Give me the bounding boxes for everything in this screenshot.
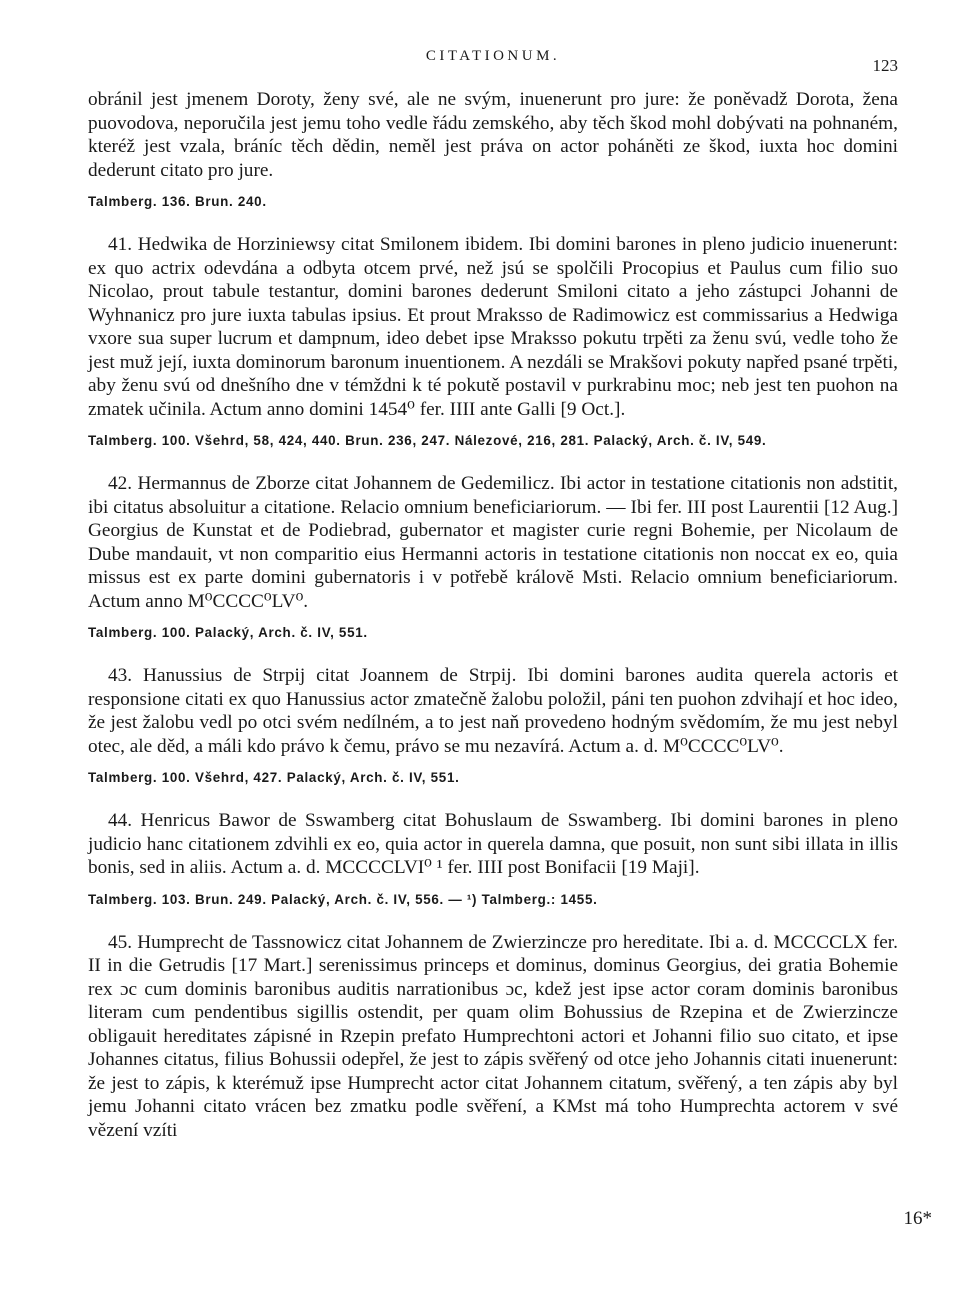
running-title: CITATIONUM. xyxy=(425,48,561,64)
entry-40-continuation: obránil jest jmenem Doroty, ženy své, ale ne svým, inuenerunt pro jure: že poněvadž Dorota, žena puovodova, neporučila jest jemu toho vedle řádu zemského, aby těch škod mohl dobývati na pohnaném, kteréž jest vzala, bráníc těch dědin, neměl jest práva on actor poháněti ze škod, iuxta hoc domini dederunt citato pro jure. xyxy=(88,89,898,181)
entry-42: 42. Hermannus de Zborze citat Johannem de Gedemilicz. Ibi actor in testatione citationis non adstitit, ibi citatus absoluitur a citatione. Relacio omnium beneficiariorum. — Ibi fer. III post Laurentii [12 Aug.] Georgius de Kunstat et de Podiebrad, gubernator et magister curie regni Bohemie, per Nicolaum de Dube mandauit, vt non comparitio eius Hermanni actoris in testatione citationis non noccat ex eo, quia missus est ex parte domini gubernatoris i v potřebě královĕ Msti. Relacio omnium beneficiariorum. Actum anno M⁰CCCC⁰LV⁰. xyxy=(88,473,898,612)
signature-mark: 16* xyxy=(903,1208,932,1229)
entry-41-source: Talmberg. 100. Všehrd, 58, 424, 440. Brun. 236, 247. Nálezové, 216, 281. Palacký, Arch. č. IV, 549. xyxy=(88,433,767,448)
entry-44: 44. Henricus Bawor de Sswamberg citat Bohuslaum de Sswamberg. Ibi domini barones in pleno judicio hanc citationem zdvihli ex eo, quia actor in querela damna, que posuit, non sunt sibi illata in illis bonis, sed in aliis. Actum a. d. MCCCCLVI⁰ ¹ fer. IIII post Bonifacii [19 Maji]. xyxy=(88,810,898,878)
entry-41: 41. Hedwika de Horziniewsy citat Smilonem ibidem. Ibi domini barones in pleno judicio inuenerunt: ex quo actrix odevdána a odbyta otcem prvé, než jsú se spolčili Procopius et Paulus cum filio suo Nicolao, prout tabule testantur, domini barones dederunt Smiloni citato a jeho zástupci Johanni de Wyhnanicz pro jure iuxta tabulas ipsius. Et prout Mraksso de Radimowicz est commissarius a Hedwiga vxore sua super lucrum et dampnum, ideo debet ipse Mraksso pokutu trpěti za ženu svú, vedle toho že jest muž její, iuxta dominorum baronum inuentionem. A nezdáli se Mrakšovi pokuty napřed psané trpěti, aby ženu svú od dnešního dne v témždni k té pokutě postavil v purkrabinu moc; neb jest ten puohon na zmatek učinila. Actum anno domini 1454⁰ fer. IIII ante Galli [9 Oct.]. xyxy=(88,234,898,420)
entry-42-source: Talmberg. 100. Palacký, Arch. č. IV, 551. xyxy=(88,625,368,640)
entry-45: 45. Humprecht de Tassnowicz citat Johannem de Zwierzincze pro hereditate. Ibi a. d. MCCCCLX fer. II in die Getrudis [17 Mart.] serenissimus princeps et dominus, dominus Georgius, dei gratia Bohemie rex ɔc cum dominis baronibus auditis narrationibus ɔc, kdež jest ipse actor coram dominis baronibus literam cum pendentibus sigillis ostendit, per quam olim Bohussius de Rzepina et de Zwierzincze obligauit hereditates zápisné in Rzepin prefato Humprechtoni actori et Johanni filio suo citato, et ipse Johannes citatus, filius Bohussii odepřel, že jest to zápis svěřený od otce jeho Johannis citati inuenerunt: že jest to zápis, k kterémuž ipse Humprecht actor citat Johannem citatum, svěřený, a ten zápis aby byl jemu Johanni citato vrácen bez zmatku podle svěření, a KMst má toho Humprechta actorem v své vězení vzíti xyxy=(88,931,898,1141)
page-number: 123 xyxy=(872,56,898,75)
entry-43: 43. Hanussius de Strpij citat Joannem de Strpij. Ibi domini barones audita querela actoris et responsione citati ex quo Hanussius actor zmatečně žalobu položil, páni ten puohon zdvihají et hoc ideo, že jest žalobu vedl po otci svém nedílném, a to jest naň provedeno hodným svědomím, že mu jest nebyl otec, ale děd, a máli kdo právo k čemu, právo se mu nezavírá. Actum a. d. M⁰CCCC⁰LV⁰. xyxy=(88,665,898,757)
entry-43-source: Talmberg. 100. Všehrd, 427. Palacký, Arch. č. IV, 551. xyxy=(88,770,460,785)
entry-40-source: Talmberg. 136. Brun. 240. xyxy=(88,194,267,209)
entry-44-source: Talmberg. 103. Brun. 249. Palacký, Arch. č. IV, 556. — ¹) Talmberg.: 1455. xyxy=(88,891,598,907)
running-header xyxy=(88,48,898,88)
page-body xyxy=(88,48,898,1142)
